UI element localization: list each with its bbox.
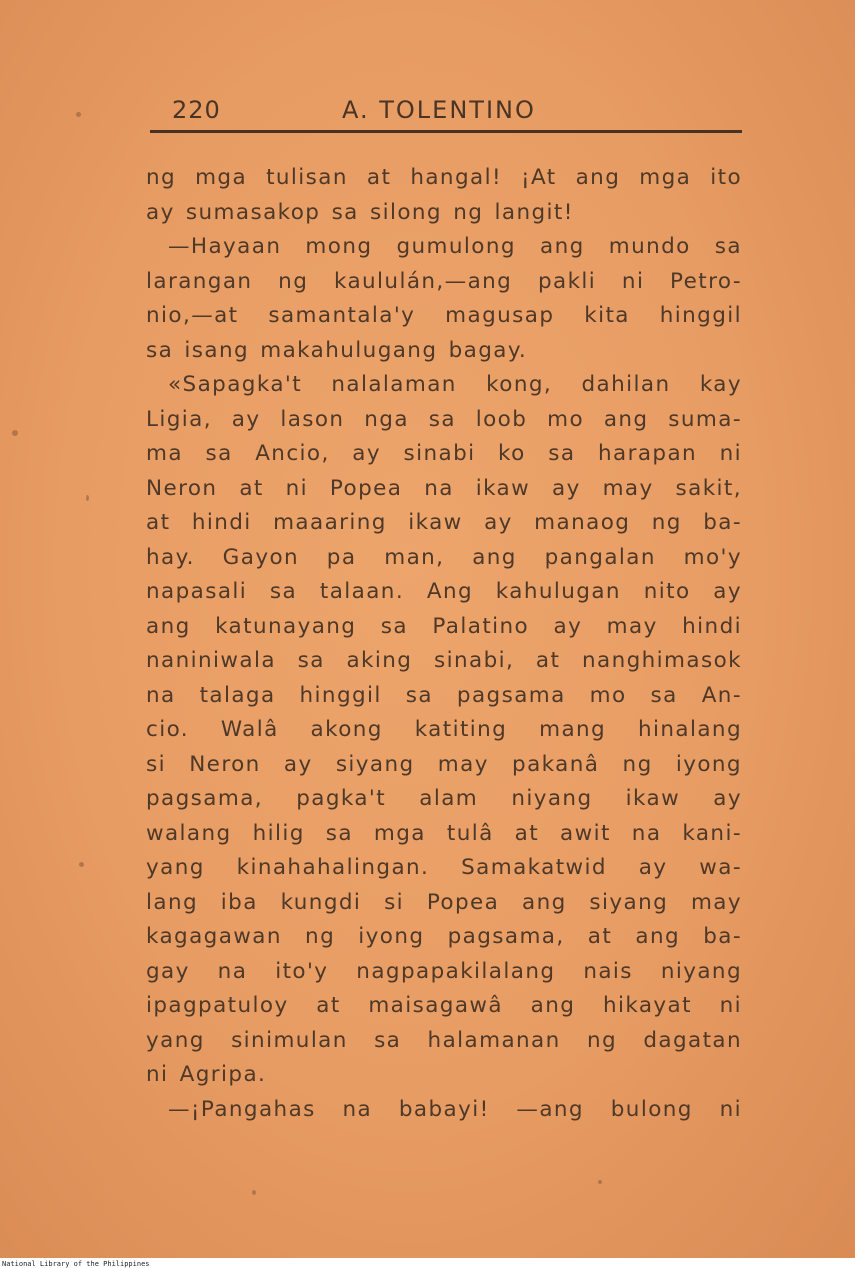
text-line: cio. Walâ akong katiting mang hinalang — [146, 717, 742, 742]
text-line: gay na ito'y nagpapakilalang nais niyang — [146, 958, 742, 984]
paper-speck — [86, 495, 89, 501]
text-line: Neron at ni Popea na ikaw ay may sakit, — [146, 475, 742, 501]
text-line: walang hilig sa mga tulâ at awit na kani- — [146, 820, 742, 846]
text-line: ni Agripa. — [146, 1062, 267, 1087]
text-line: napasali sa talaan. Ang kahulugan nito ay — [146, 579, 742, 604]
text-line: pagsama, pagka't alam niyang ikaw ay — [146, 786, 742, 811]
text-line: ng mga tulisan at hangal! ¡At ang mga ito — [146, 165, 742, 190]
paper-speck — [79, 862, 84, 867]
text-line: —Hayaan mong gumulong ang mundo sa — [168, 234, 742, 259]
text-line: na talaga hinggil sa pagsama mo sa An- — [146, 682, 742, 708]
paper-speck — [252, 1190, 256, 1195]
text-line: larangan ng kaululán,—ang pakli ni Petro- — [146, 268, 742, 294]
text-line: ipagpatuloy at maisagawâ ang hikayat ni — [146, 993, 742, 1018]
text-line: kagagawan ng iyong pagsama, at ang ba- — [146, 924, 742, 949]
text-line: naniniwala sa aking sinabi, at nanghimasok — [146, 648, 742, 673]
text-line: ma sa Ancio, ay sinabi ko sa harapan ni — [146, 441, 742, 466]
text-line: yang kinahahalingan. Samakatwid ay wa- — [146, 855, 742, 880]
body-text — [146, 161, 742, 1127]
running-head: A. TOLENTINO — [342, 96, 536, 124]
text-line: yang sinimulan sa halamanan ng dagatan — [146, 1027, 742, 1053]
paper-speck — [598, 1180, 602, 1184]
paper-speck — [76, 112, 81, 117]
paper-speck — [12, 430, 18, 436]
text-line: lang iba kungdi si Popea ang siyang may — [146, 889, 742, 915]
text-line: si Neron ay siyang may pakanâ ng iyong — [146, 751, 742, 777]
text-line: at hindi maaaring ikaw ay manaog ng ba- — [146, 510, 742, 535]
page-header — [150, 94, 742, 133]
text-line: ay sumasakop sa silong ng langit! — [146, 199, 574, 225]
text-line: sa isang makahulugang bagay. — [146, 337, 528, 363]
text-line: hay. Gayon pa man, ang pangalan mo'y — [146, 544, 742, 570]
text-line: nio,—at samantala'y magusap kita hinggil — [146, 303, 742, 328]
text-line: ang katunayang sa Palatino ay may hindi — [146, 613, 742, 639]
page-number: 220 — [172, 96, 221, 124]
library-credit: National Library of the Philippines — [2, 1260, 150, 1268]
text-line: «Sapagka't nalalaman kong, dahilan kay — [168, 372, 742, 397]
text-line: Ligia, ay lason nga sa loob mo ang suma- — [146, 406, 742, 432]
text-line: —¡Pangahas na babayi! —ang bulong ni — [168, 1096, 742, 1122]
